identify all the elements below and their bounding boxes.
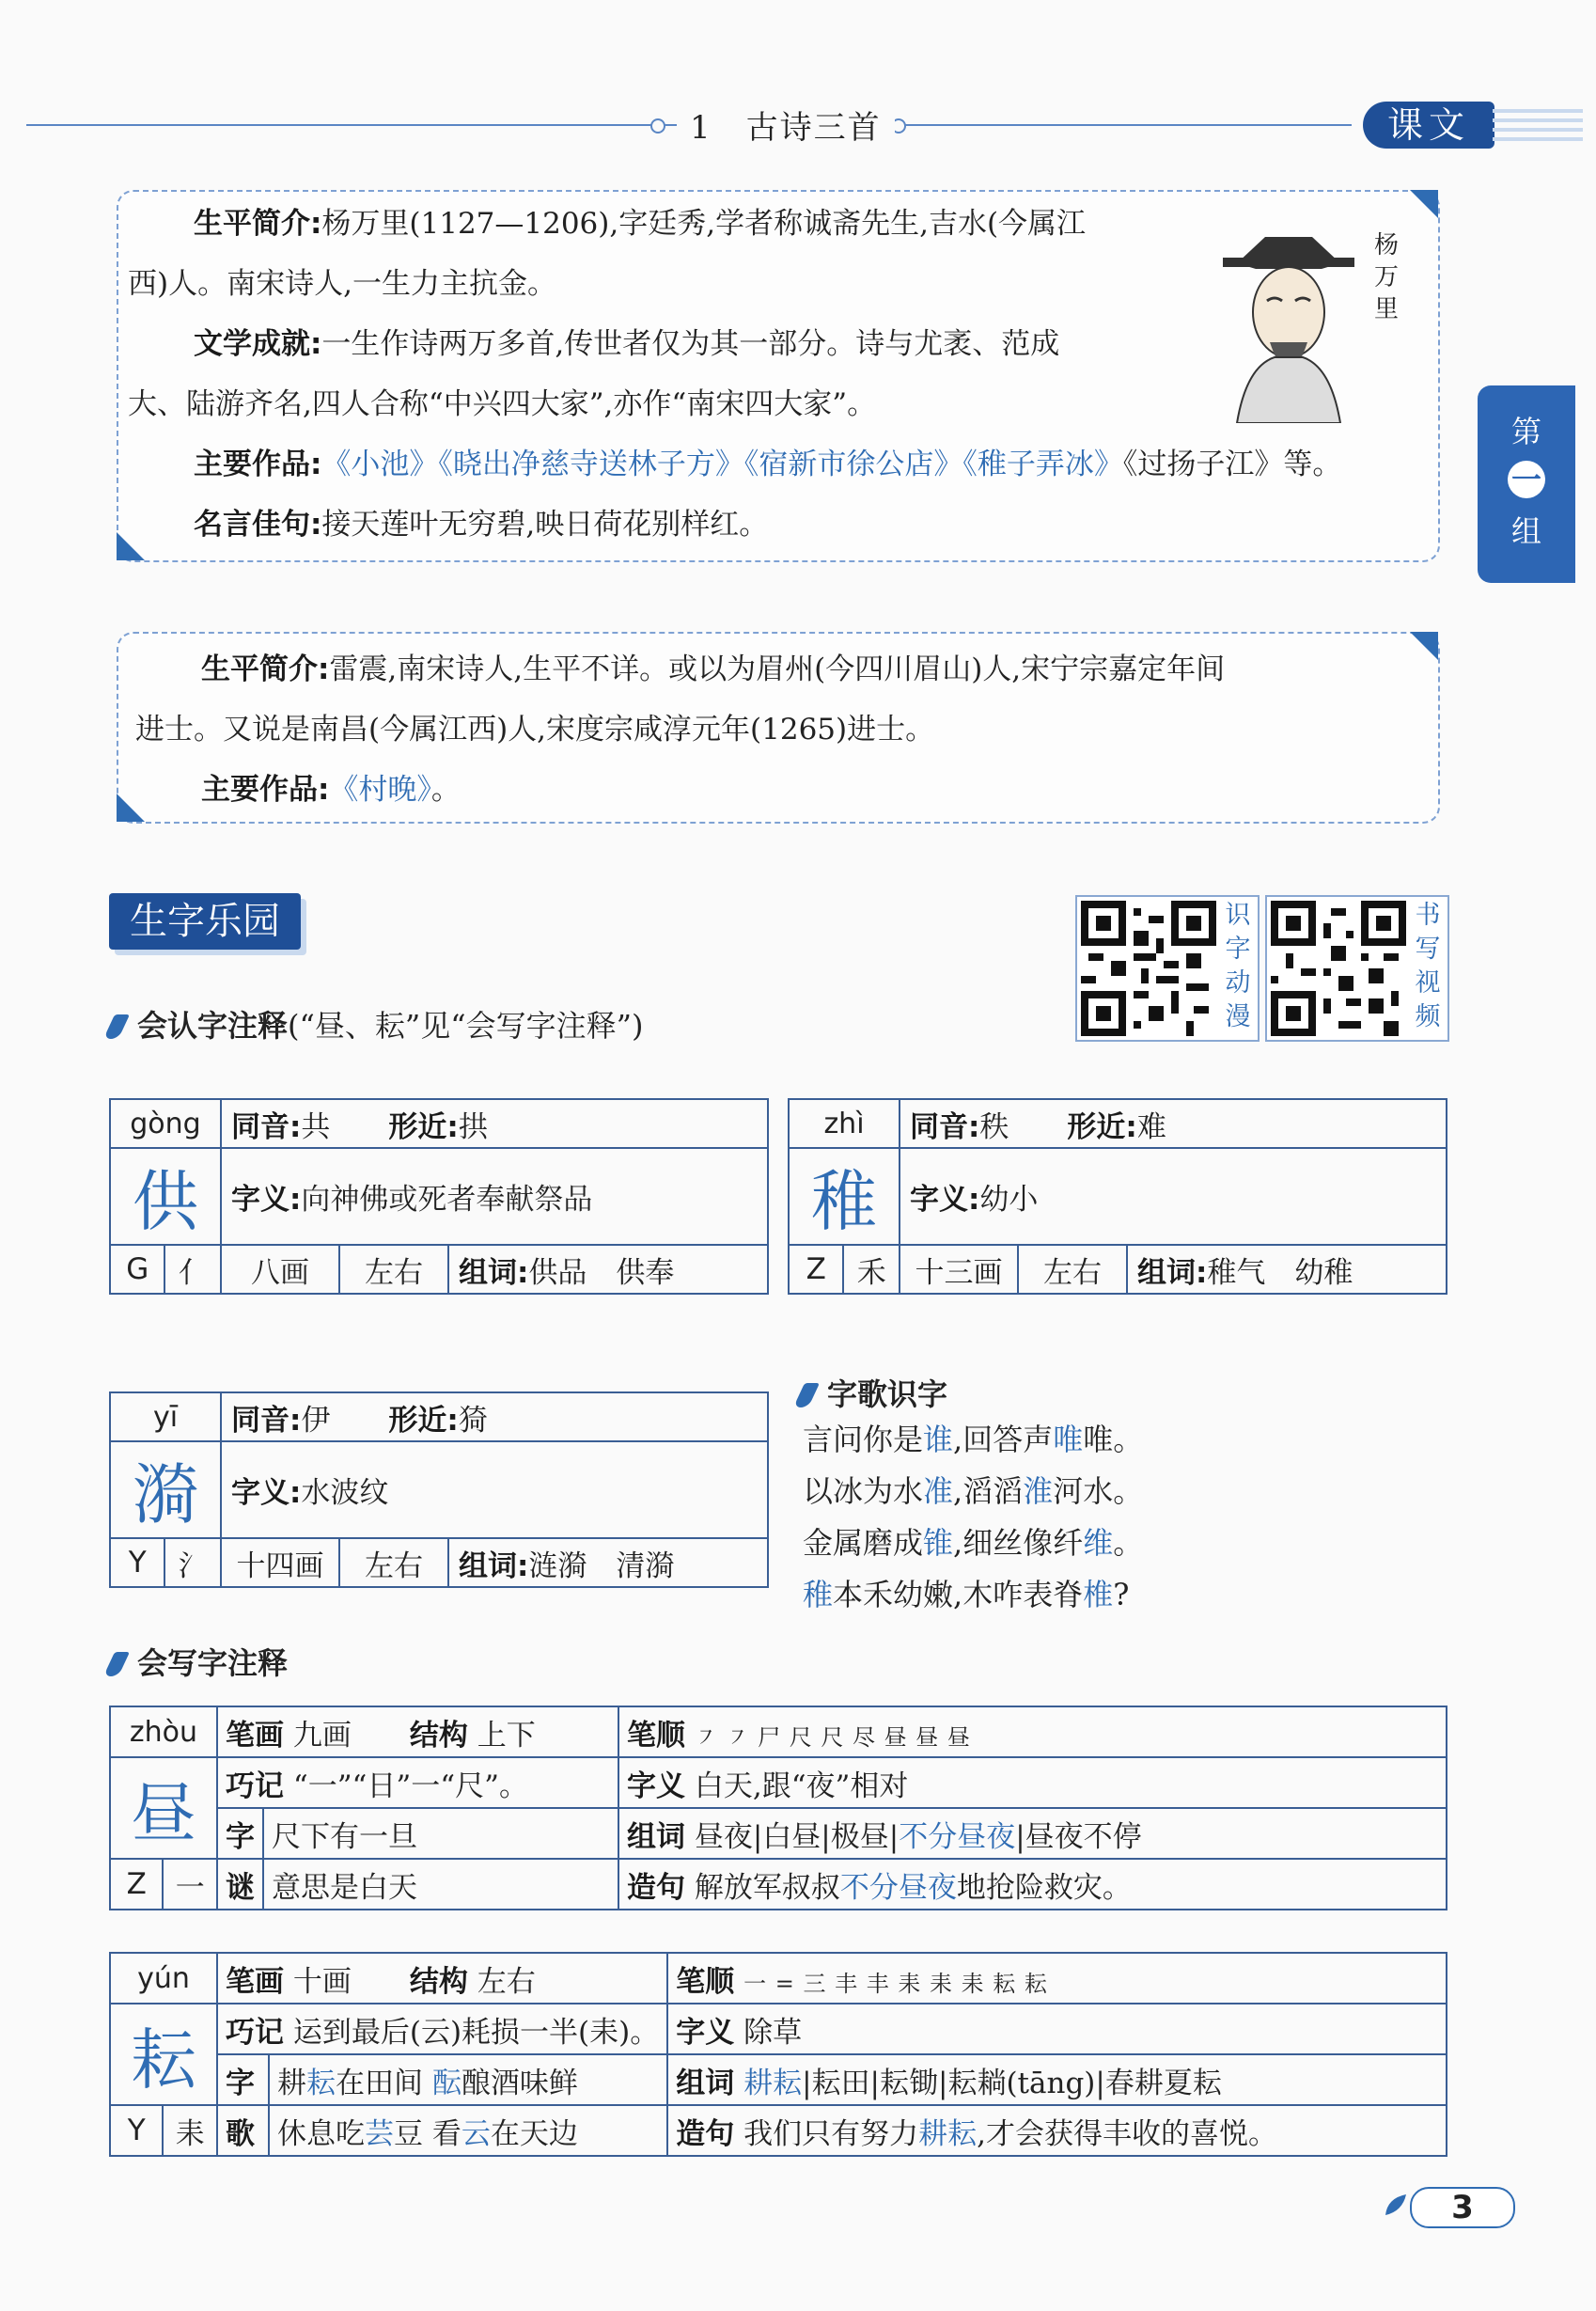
card-homophone-row: 同音:秩 形近:难: [900, 1099, 1447, 1148]
wcard-pinyin: yún: [110, 1953, 217, 2004]
qr-label-2: 书 写 视 频: [1415, 901, 1441, 1031]
wcard-meaning: 字义 白天,跟“夜”相对: [618, 1757, 1447, 1808]
wcard-song-1: 耕耘在田间 酝酿酒味鲜: [269, 2054, 667, 2105]
song-line-3: 金属磨成锥,细丝像纤维。: [803, 1525, 1144, 1561]
write-heading: 会写字注释: [109, 1640, 288, 1683]
wcard-radical: 耒: [163, 2105, 217, 2156]
lesson-title: 1 古诗三首: [677, 102, 895, 148]
wcard-song-label-a: 字: [217, 2054, 269, 2105]
wcard-sentence: 造句 解放军叔叔不分昼夜地抢险救灾。: [618, 1859, 1447, 1910]
recognize-heading: 会认字注释(“昼、耘”见“会写字注释”): [109, 1002, 643, 1045]
song-line-4: 稚本禾幼嫩,木咋表脊椎?: [803, 1577, 1130, 1612]
poet1-quote: 名言佳句:接天莲叶无穷碧,映日荷花别样红。: [194, 508, 769, 542]
unit-side-tab: [1478, 385, 1575, 583]
qr-code-icon: [1081, 901, 1216, 1036]
wcard-trick: 巧记 “一”“日”一“尺”。: [217, 1757, 618, 1808]
wcard-meaning: 字义 除草: [667, 2004, 1447, 2054]
lesson-tag: 课文: [1363, 102, 1494, 149]
leaf-icon: [1382, 2191, 1410, 2219]
card-meaning: 字义:向神佛或死者奉献祭品: [221, 1148, 768, 1245]
poet1-bio-line1: 生平简介:杨万里(1127—1206),字廷秀,学者称诚斋先生,吉水(今属江: [194, 207, 1087, 241]
side-tab-middle: 一: [1508, 461, 1545, 498]
card-initial: Y: [110, 1538, 164, 1587]
wcard-sentence: 造句 我们只有努力耕耘,才会获得丰收的喜悦。: [667, 2105, 1447, 2156]
wcard-stroke-order: 笔顺 一 = 三 丰 丰 耒 耒 耒 耘 耘: [667, 1953, 1447, 2004]
card-strokes: 八画: [221, 1245, 339, 1294]
poet-portrait: [1218, 226, 1359, 423]
card-words: 组词:供品 供奉: [448, 1245, 768, 1294]
recognize-card-yi: [109, 1391, 769, 1588]
poet2-bio-line2: 进士。又说是南昌(今属江西)人,宋度宗咸淳元年(1265)进士。: [135, 713, 935, 747]
poet1-achieve-line1: 文学成就:一生作诗两万多首,传世者仅为其一部分。诗与尤袤、范成: [194, 327, 1060, 361]
wcard-song-2: 休息吃芸豆 看云在天边: [269, 2105, 667, 2156]
wcard-radical: 一: [163, 1859, 217, 1910]
qr-code-animation[interactable]: [1075, 895, 1260, 1042]
header-stripe: [1493, 109, 1583, 113]
wcard-riddle-1: 尺下有一旦: [263, 1808, 618, 1859]
qr-label-1: 识 字 动 漫: [1225, 901, 1251, 1031]
side-tab-bottom: 组: [1510, 513, 1541, 549]
card-meaning: 字义:水波纹: [221, 1441, 768, 1538]
poet1-achieve-line2: 大、陆游齐名,四人合称“中兴四大家”,亦作“南宋四大家”。: [128, 387, 877, 421]
wcard-initial: Y: [110, 2105, 163, 2156]
song-line-2: 以冰为水准,滔滔淮河水。: [803, 1473, 1144, 1509]
side-tab-top: 第: [1510, 414, 1541, 449]
header-stripe: [1493, 118, 1583, 122]
poet1-works: 主要作品:《小池》《晓出净慈寺送林子方》《宿新市徐公店》《稚子弄冰》《过扬子江》等。: [194, 448, 1342, 481]
poet-name-vertical: 杨万里: [1373, 231, 1399, 323]
card-homophone-row: 同音:伊 形近:猗: [221, 1392, 768, 1441]
header-dot-left: [650, 118, 665, 134]
wcard-riddle-label-a: 字: [217, 1808, 263, 1859]
recognize-card-gong: [109, 1098, 769, 1295]
box-corner: [117, 532, 145, 560]
box-corner: [117, 794, 145, 822]
card-strokes: 十四画: [221, 1538, 339, 1587]
pencil-icon: [103, 1652, 130, 1676]
write-card-zhou: [109, 1706, 1447, 1910]
card-char: 供: [110, 1148, 221, 1245]
page-number: 3: [1410, 2187, 1515, 2228]
pencil-icon: [793, 1383, 820, 1407]
box-corner: [1410, 190, 1438, 218]
qr-code-writing-video[interactable]: [1265, 895, 1449, 1042]
card-char: 漪: [110, 1441, 221, 1538]
header-stripe: [1493, 128, 1583, 132]
wcard-words: 组词 昼夜|白昼|极昼|不分昼夜|昼夜不停: [618, 1808, 1447, 1859]
wcard-initial: Z: [110, 1859, 163, 1910]
card-pinyin: gòng: [110, 1099, 221, 1148]
card-initial: Z: [789, 1245, 843, 1294]
card-pinyin: yī: [110, 1392, 221, 1441]
card-homophone-row: 同音:共 形近:拱: [221, 1099, 768, 1148]
card-words: 组词:稚气 幼稚: [1127, 1245, 1447, 1294]
write-card-yun: [109, 1952, 1447, 2157]
section-title: 生字乐园: [109, 893, 301, 950]
wcard-stroke-order: 笔顺 ㇇ ㇇ 尸 尺 尺 尽 昼 昼 昼: [618, 1706, 1447, 1757]
poet2-works: 主要作品:《村晚》。: [201, 773, 461, 807]
recognize-card-zhi: [788, 1098, 1447, 1295]
wcard-strokes-structure: 笔画 十画 结构 左右: [217, 1953, 667, 2004]
card-structure: 左右: [339, 1538, 448, 1587]
card-radical: 氵: [164, 1538, 221, 1587]
box-corner: [1410, 632, 1438, 660]
qr-code-icon: [1271, 901, 1406, 1036]
poet1-bio-line2: 西)人。南宋诗人,一生力主抗金。: [128, 267, 556, 301]
wcard-words: 组词 耕耘|耘田|耘锄|耘耥(tāng)|春耕夏耘: [667, 2054, 1447, 2105]
card-meaning: 字义:幼小: [900, 1148, 1447, 1245]
card-initial: G: [110, 1245, 164, 1294]
wcard-pinyin: zhòu: [110, 1706, 217, 1757]
header-stripe: [1493, 137, 1583, 141]
card-structure: 左右: [1018, 1245, 1127, 1294]
wcard-char: 耘: [110, 2004, 217, 2105]
card-words: 组词:涟漪 清漪: [448, 1538, 768, 1587]
card-radical: 亻: [164, 1245, 221, 1294]
poet2-bio-line1: 生平简介:雷震,南宋诗人,生平不详。或以为眉州(今四川眉山)人,宋宁宗嘉定年间: [201, 652, 1226, 686]
card-strokes: 十三画: [900, 1245, 1018, 1294]
wcard-char: 昼: [110, 1757, 217, 1859]
wcard-trick: 巧记 运到最后(云)耗损一半(耒)。: [217, 2004, 667, 2054]
pencil-icon: [103, 1014, 130, 1039]
card-char: 稚: [789, 1148, 900, 1245]
card-radical: 禾: [843, 1245, 900, 1294]
wcard-song-label-b: 歌: [217, 2105, 269, 2156]
card-structure: 左右: [339, 1245, 448, 1294]
wcard-riddle-2: 意思是白天: [263, 1859, 618, 1910]
song-line-1: 言问你是谁,回答声唯唯。: [803, 1422, 1144, 1457]
card-pinyin: zhì: [789, 1099, 900, 1148]
wcard-riddle-label-b: 谜: [217, 1859, 263, 1910]
song-heading: 字歌识字: [799, 1371, 947, 1414]
wcard-strokes-structure: 笔画 九画 结构 上下: [217, 1706, 618, 1757]
